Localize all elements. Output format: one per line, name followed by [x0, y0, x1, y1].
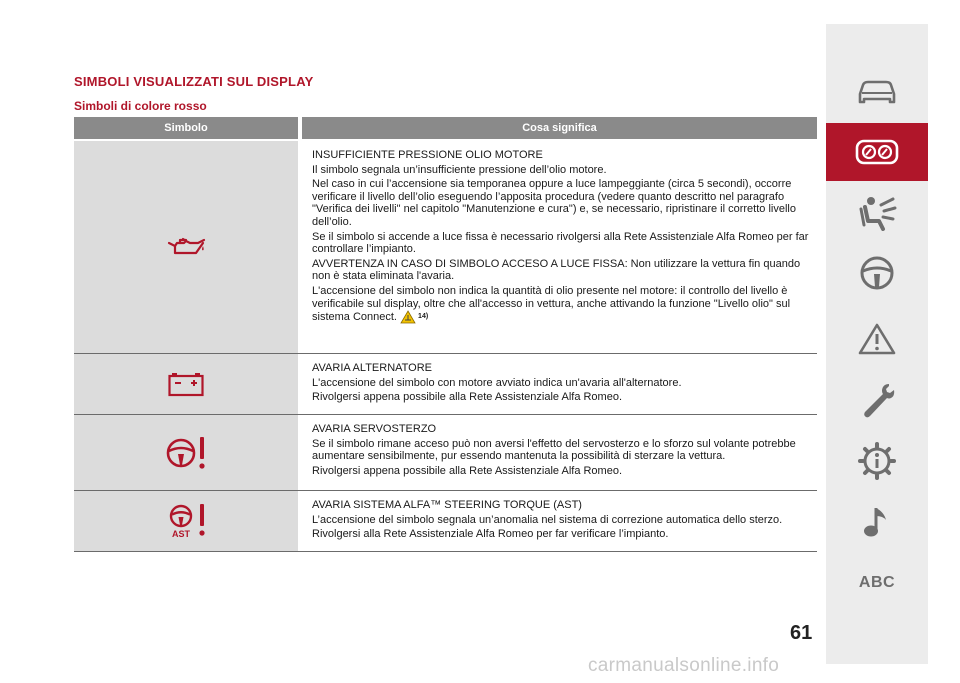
sidebar-item-emergency[interactable]	[826, 310, 928, 368]
description-paragraph	[312, 285, 813, 324]
chapter-sidebar	[826, 24, 928, 664]
page-number: 61	[790, 622, 813, 644]
table-row	[74, 141, 817, 354]
sidebar-item-instruments[interactable]	[826, 123, 928, 181]
ast-steering-warning-icon	[165, 503, 207, 539]
sidebar-item-safety[interactable]	[826, 184, 928, 242]
meaning-cell	[298, 354, 817, 414]
warning-triangle-icon	[858, 322, 896, 356]
description-paragraph: L’accensione del simbolo segnala un’anomalia nel sistema di correzione automatica dello sterzo.	[312, 513, 783, 526]
music-note-icon	[862, 504, 892, 540]
description-paragraph: AVVERTENZA IN CASO DI SIMBOLO ACCESO A LUCE FISSA: Non utilizzare la vettura fin quando non è stata eliminata l'avaria.	[312, 257, 801, 283]
description-paragraph: Il simbolo segnala un’insufficiente pressione dell’olio motore.	[312, 163, 607, 176]
description-paragraph: Se il simbolo rimane acceso può non aversi l'effetto del servosterzo e lo sforzo sul volante potrebbe aumentare sensibilmente, pur essendo mantenuta la possibilità di sterzare la vettura.	[312, 437, 796, 463]
seat-airbag-icon	[857, 195, 897, 231]
wrench-icon	[859, 380, 895, 420]
note-reference[interactable]: 14)	[418, 312, 429, 320]
description-paragraph: Rivolgersi appena possibile alla Rete Assistenziale Alfa Romeo.	[312, 464, 623, 477]
oil-can-icon	[166, 237, 206, 257]
table-row	[74, 354, 817, 415]
ast-label: AST	[172, 529, 190, 539]
abc-index-icon: ABC	[858, 574, 896, 591]
warning-heading: AVARIA SERVOSTERZO	[312, 423, 437, 435]
power-steering-warning-icon	[165, 435, 207, 471]
meaning-cell	[298, 491, 817, 551]
table-header	[74, 117, 817, 139]
page-subtitle: Simboli di colore rosso	[74, 99, 207, 113]
warning-heading: AVARIA SISTEMA ALFA™ STEERING TORQUE (AST)	[312, 499, 582, 511]
page-title: SIMBOLI VISUALIZZATI SUL DISPLAY	[74, 74, 314, 89]
meaning-cell	[298, 141, 817, 353]
description-paragraph: Se il simbolo si accende a luce fissa è necessario rivolgersi alla Rete Assistenziale Alfa Romeo per far controllare l’impianto.	[312, 230, 809, 256]
description-paragraph: L'accensione del simbolo con motore avviato indica un'avaria all'alternatore.	[312, 376, 682, 389]
instrument-panel-icon	[855, 139, 899, 165]
sidebar-item-driving[interactable]	[826, 244, 928, 302]
description-paragraph: Rivolgersi appena possibile alla Rete Assistenziale Alfa Romeo.	[312, 391, 623, 404]
description-paragraph: Rivolgersi alla Rete Assistenziale Alfa Romeo per far verificare l’impianto.	[312, 528, 669, 541]
description-text: L'accensione del simbolo non indica la quantità di olio presente nel motore: il controllo del livello è verificabile sul display, oltre che all'accesso in vettura, anche attivando la funzione "Livello olio" sul	[312, 284, 791, 310]
car-icon	[856, 76, 898, 106]
header-meaning: Cosa significa	[302, 117, 817, 139]
sidebar-item-car[interactable]	[826, 62, 928, 120]
info-gear-icon	[858, 442, 896, 480]
warning-triangle-note-icon	[400, 310, 416, 324]
sidebar-item-technical-data[interactable]	[826, 432, 928, 490]
warning-heading: AVARIA ALTERNATORE	[312, 362, 433, 374]
sidebar-item-maintenance[interactable]	[826, 371, 928, 429]
symbol-cell	[74, 354, 298, 414]
symbol-cell	[74, 141, 298, 353]
meaning-cell	[298, 415, 817, 490]
sidebar-item-index[interactable]	[826, 554, 928, 612]
symbol-cell	[74, 415, 298, 490]
table-row	[74, 491, 817, 552]
steering-wheel-icon	[859, 255, 895, 291]
watermark: carmanualsonline.info	[588, 655, 780, 676]
battery-icon	[168, 371, 204, 397]
description-paragraph: Nel caso in cui l’accensione sia temporanea oppure a luce lampeggiante (circa 5 secondi), occorre verificare il livello dell’olio eseguendo l’apposita procedura (vedere quanto descritto nel paragrafo "Verifica dei livelli" nel capitolo "Manutenzione e cura") e, se necessario, ripristinare il corretto livello dell’olio.	[312, 178, 796, 228]
warning-heading: INSUFFICIENTE PRESSIONE OLIO MOTORE	[312, 149, 543, 161]
description-text: sistema Connect.	[312, 311, 397, 324]
symbols-table	[74, 117, 817, 552]
sidebar-item-multimedia[interactable]	[826, 493, 928, 551]
header-symbol: Simbolo	[74, 117, 298, 139]
symbol-cell	[74, 491, 298, 551]
table-row	[74, 415, 817, 491]
